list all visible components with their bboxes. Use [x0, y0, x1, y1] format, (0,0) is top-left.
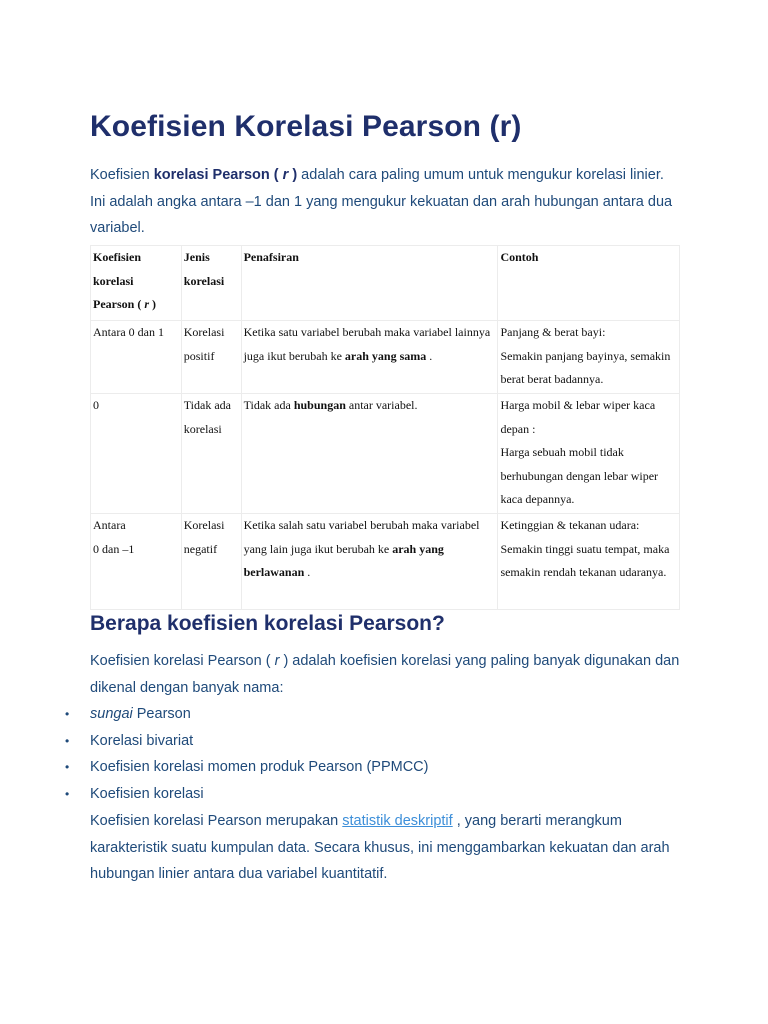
cell-interpretation: Tidak ada hubungan antar variabel. [241, 394, 498, 514]
header-coefficient: Koefisien korelasi Pearson ( r ) [91, 246, 182, 321]
bullet-icon: • [65, 786, 70, 801]
cell-type: Korelasi negatif [181, 514, 241, 610]
section-paragraph: Koefisien korelasi Pearson ( r ) adalah koefisien korelasi yang paling banyak digunakan dan dikenal dengan banyak nama: [90, 653, 680, 696]
cell-interpretation: Ketika satu variabel berubah maka variabel lainnya juga ikut berubah ke arah yang sama . [241, 321, 498, 394]
table-row [91, 514, 680, 610]
page-title: Koefisien Korelasi Pearson (r) [90, 110, 522, 143]
cell-coefficient: 0 [91, 394, 182, 514]
descriptive-statistics-link[interactable]: statistik deskriptif [342, 813, 453, 829]
intro-pre: Koefisien [90, 167, 154, 183]
header-type: Jenis korelasi [181, 246, 241, 321]
cell-example: Ketinggian & tekanan udara: Semakin tinggi suatu tempat, maka semakin rendah tekanan udaranya. [498, 514, 680, 610]
intro-post: adalah cara paling umum untuk mengukur korelasi linier. Ini adalah angka antara –1 dan 1 yang mengukur kekuatan dan arah hubungan antara dua variabel. [90, 167, 673, 236]
list-item: • Koefisien korelasi momen produk Pearson (PPMCC) [90, 754, 428, 781]
header-interpretation: Penafsiran [241, 246, 498, 321]
cell-interpretation: Ketika salah satu variabel berubah maka variabel yang lain juga ikut berubah ke arah yang berlawanan . [241, 514, 498, 610]
closing-paragraph: Koefisien korelasi Pearson merupakan statistik deskriptif , yang berarti merangkum karakteristik suatu kumpulan data. Secara khusus, ini menggambarkan kekuatan dan arah hubungan linier antara dua variabel kuantitatif. [90, 813, 670, 882]
table-row [91, 394, 680, 514]
bullet-icon: • [65, 733, 70, 748]
names-list [65, 701, 429, 807]
bullet-icon: • [65, 707, 70, 721]
table-row [91, 321, 680, 394]
cell-coefficient: Antara 0 dan 1 [91, 321, 182, 394]
list-item: • Korelasi bivariat [90, 728, 428, 755]
section-heading: Berapa koefisien korelasi Pearson? [90, 612, 445, 635]
cell-coefficient: Antara 0 dan –1 [91, 514, 182, 610]
cell-type: Tidak ada korelasi [181, 394, 241, 514]
list-item: • sungai Pearson [90, 701, 428, 728]
intro-paragraph [90, 162, 680, 242]
cell-type: Korelasi positif [181, 321, 241, 394]
table-header-row [91, 246, 680, 321]
intro-bold-term: korelasi Pearson ( r ) [153, 167, 298, 183]
header-example: Contoh [498, 246, 680, 321]
bullet-icon: • [65, 760, 70, 774]
cell-example: Panjang & berat bayi: Semakin panjang bayinya, semakin berat berat badannya. [498, 321, 680, 394]
list-item: • Koefisien korelasi [90, 781, 428, 808]
correlation-table [90, 245, 680, 610]
cell-example: Harga mobil & lebar wiper kaca depan : Harga sebuah mobil tidak berhubungan dengan lebar wiper kaca depannya. [498, 394, 680, 514]
